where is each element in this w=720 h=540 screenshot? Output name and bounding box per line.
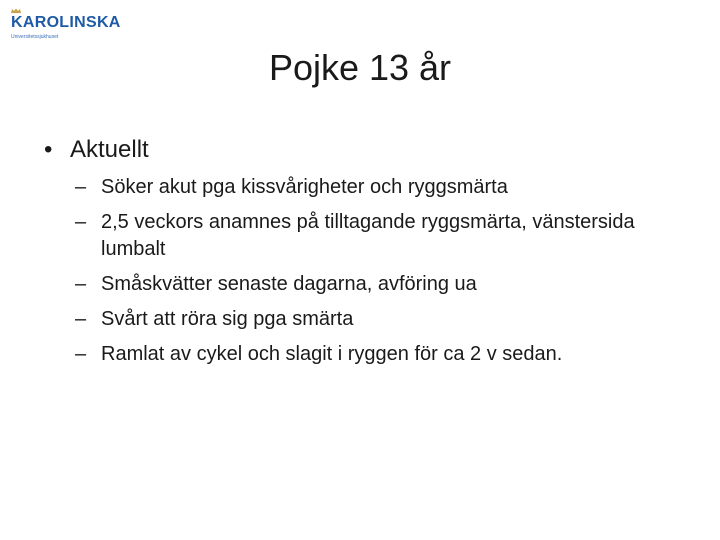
list-item-text: Svårt att röra sig pga smärta — [101, 308, 354, 330]
dash-marker: – — [75, 176, 87, 198]
list-item — [75, 271, 704, 298]
list-item-text: Ramlat av cykel och slagit i ryggen för ca 2 v sedan. — [101, 343, 563, 365]
list-item — [75, 306, 704, 333]
logo-tagline: Universitetssjukhuset — [11, 34, 59, 40]
dash-marker: – — [75, 308, 87, 330]
slide-content — [44, 132, 704, 376]
logo-wordmark: KAROLINSKA — [11, 14, 121, 31]
karolinska-logo — [9, 8, 134, 42]
dash-marker: – — [75, 343, 87, 365]
bullet-label: Aktuellt — [70, 136, 149, 163]
dash-marker: – — [75, 273, 87, 295]
list-item — [75, 174, 704, 201]
bullet-aktuellt — [44, 132, 704, 168]
slide-title-text: Pojke 13 år — [268, 47, 452, 88]
bullet-marker: • — [44, 136, 53, 163]
slide-title — [0, 46, 720, 90]
list-item-text: Söker akut pga kissvårigheter och ryggsmärta — [101, 176, 508, 198]
list-item-text: Småskvätter senaste dagarna, avföring ua — [101, 273, 477, 295]
list-item — [75, 209, 704, 263]
sub-bullet-list — [44, 174, 704, 368]
dash-marker: – — [75, 211, 87, 233]
list-item — [75, 341, 704, 368]
list-item-text: 2,5 veckors anamnes på tilltagande ryggsmärta, vänstersida lumbalt — [101, 211, 635, 260]
